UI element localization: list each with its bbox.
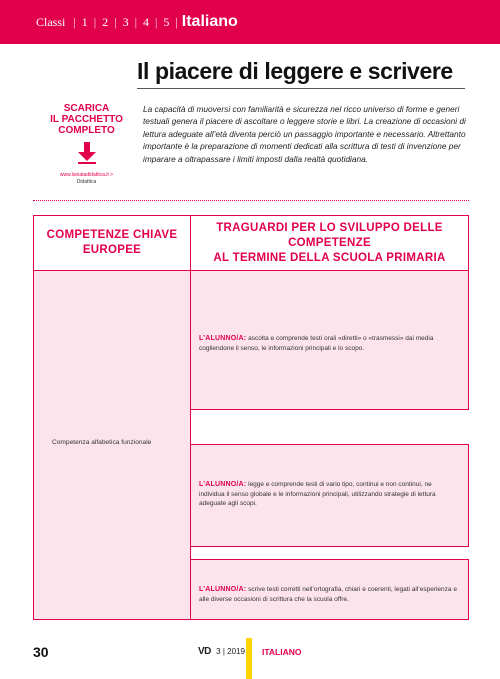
table-header-goals: TRAGUARDI PER LO SVILUPPO DELLE COMPETENZE AL TERMINE DELLA SCUOLA PRIMARIA <box>190 215 469 271</box>
class-selector: Classi | 1 | 2 | 3 | 4 | 5 | <box>36 14 178 29</box>
table-header-competences: COMPETENZE CHIAVE EUROPEE <box>33 215 191 271</box>
magazine-issue <box>198 646 245 657</box>
class-link-5[interactable]: 5 <box>163 14 170 29</box>
website-link[interactable]: www.laviatadidattica.it > <box>59 172 114 178</box>
class-link-1[interactable]: 1 <box>81 14 88 29</box>
goal-lead: L’ALUNNO/A: <box>199 586 247 593</box>
goal-cell-reading <box>190 444 469 547</box>
competence-label: Competenza alfabetica funzionale <box>52 439 152 446</box>
goal-text: ascolta e comprende testi orali «diretti» o «trasmessi» dai media cogliendone il senso, le informazioni principali e lo scopo. <box>199 335 434 352</box>
goal-text: legge e comprende testi di vario tipo, continui e non continui, ne individua il senso globale e le informazioni principali, utilizzando strategie di lettura adeguate agli scopi. <box>199 481 436 507</box>
dotted-divider <box>33 200 469 201</box>
website-section: Didattica <box>76 179 97 185</box>
download-arrow-icon <box>78 142 96 164</box>
title-divider <box>137 88 465 89</box>
intro-paragraph: La capacità di muoversi con familiarità e sicurezza nel ricco universo di forme e generi testuali genera il piacere di ascoltare o leggere storie e libri. La creazione di occasioni di lettura adeguate all’età diventa perciò un passaggio importante e necessario. Altrettanto importante è la preparazione di momenti dedicati alla scrittura di testi di invenzione per imparare a oltrapassare i limiti imposti dalla realtà quotidiana. <box>143 104 466 164</box>
goal-lead: L’ALUNNO/A: <box>199 481 247 488</box>
header-bar <box>0 0 500 44</box>
download-label: SCARICA IL PACCHETTO COMPLETO <box>50 103 123 136</box>
classi-label: Classi <box>36 14 66 29</box>
footer-accent-bar <box>246 638 252 679</box>
download-package-link[interactable] <box>44 103 129 185</box>
competence-cell <box>33 270 191 620</box>
issue-number: 3 | 2019 <box>216 647 245 656</box>
page-title: Il piacere di leggere e scrivere <box>137 58 453 84</box>
page-number: 30 <box>33 644 49 660</box>
goal-lead: L’ALUNNO/A: <box>199 335 247 342</box>
goal-cell-writing <box>190 559 469 620</box>
class-link-4[interactable]: 4 <box>142 14 149 29</box>
goal-cell-listening <box>190 270 469 410</box>
header-subject: Italiano <box>181 13 238 30</box>
magazine-logo: VD <box>198 646 211 657</box>
class-link-3[interactable]: 3 <box>122 14 129 29</box>
footer-subject: ITALIANO <box>262 647 302 657</box>
goal-text: scrive testi corretti nell’ortografia, chiari e coerenti, legati all’esperienza e alle diverse occasioni di scrittura che la scuola offre. <box>199 586 457 603</box>
class-link-2[interactable]: 2 <box>102 14 109 29</box>
